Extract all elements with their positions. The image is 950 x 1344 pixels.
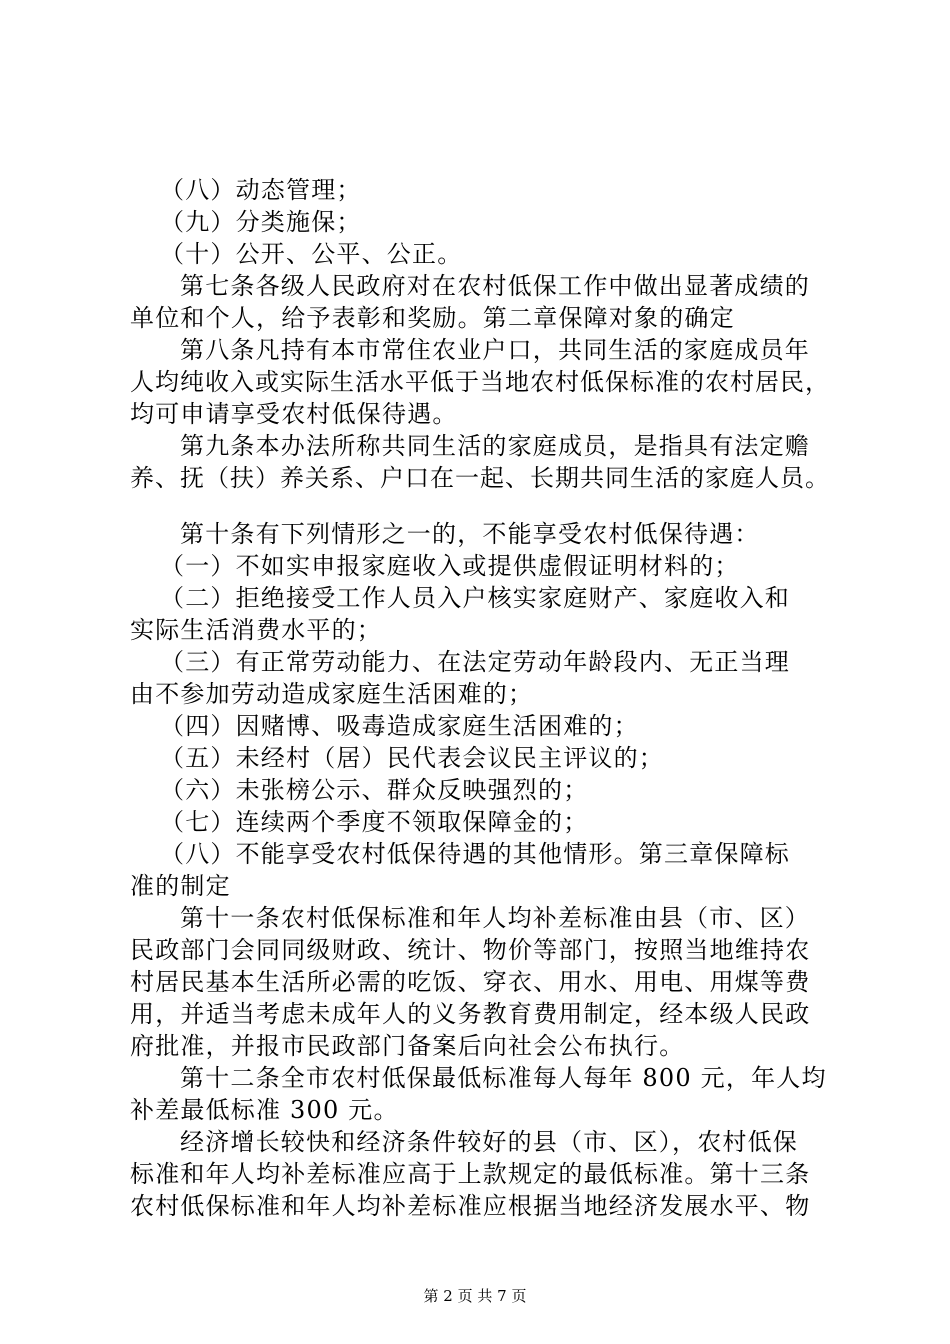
text-line: （三）有正常劳动能力、在法定劳动年龄段内、无正当理 xyxy=(160,648,790,676)
text-line: 第十二条全市农村低保最低标准每人每年 800 元，年人均 xyxy=(180,1064,827,1092)
text-line: 用，并适当考虑未成年人的义务教育费用制定，经本级人民政 xyxy=(130,1000,811,1028)
text-line xyxy=(130,494,830,518)
text-line: （二）拒绝接受工作人员入户核实家庭财产、家庭收入和 xyxy=(160,584,790,612)
text-line: 第十一条农村低保标准和年人均补差标准由县（市、区） xyxy=(180,904,810,932)
text-line: 第九条本办法所称共同生活的家庭成员，是指具有法定赡 xyxy=(180,432,810,460)
text-line: （九）分类施保； xyxy=(160,208,362,236)
text-line: （八）动态管理； xyxy=(160,176,362,204)
text-line: （六）未张榜公示、群众反映强烈的； xyxy=(160,776,589,804)
text-line: 第八条凡持有本市常住农业户口，共同生活的家庭成员年 xyxy=(180,336,810,364)
text-line: 第十条有下列情形之一的，不能享受农村低保待遇： xyxy=(180,520,760,548)
text-line: 准的制定 xyxy=(130,872,231,900)
text-line: （十）公开、公平、公正。 xyxy=(160,240,463,268)
text-line: 民政部门会同同级财政、统计、物价等部门，按照当地维持农 xyxy=(130,936,811,964)
text-line: 经济增长较快和经济条件较好的县（市、区），农村低保 xyxy=(180,1128,798,1156)
text-line: 农村低保标准和年人均补差标准应根据当地经济发展水平、物 xyxy=(130,1192,811,1220)
text-line: 补差最低标准 300 元。 xyxy=(130,1096,399,1124)
text-line: 实际生活消费水平的； xyxy=(130,616,382,644)
text-line: 村居民基本生活所必需的吃饭、穿衣、用水、用电、用煤等费 xyxy=(130,968,811,996)
text-line: 养、抚（扶）养关系、户口在一起、长期共同生活的家庭人员。 xyxy=(130,464,830,492)
text-line: 第七条各级人民政府对在农村低保工作中做出显著成绩的 xyxy=(180,272,810,300)
text-line: （七）连续两个季度不领取保障金的； xyxy=(160,808,589,836)
text-line: （五）未经村（居）民代表会议民主评议的； xyxy=(160,744,664,772)
text-line: 由不参加劳动造成家庭生活困难的； xyxy=(130,680,534,708)
document-body xyxy=(130,174,830,1222)
text-line: （一）不如实申报家庭收入或提供虚假证明材料的； xyxy=(160,552,740,580)
text-line: 府批准，并报市民政部门备案后向社会公布执行。 xyxy=(130,1032,685,1060)
text-line: 单位和个人，给予表彰和奖励。第二章保障对象的确定 xyxy=(130,304,735,332)
text-line: （八）不能享受农村低保待遇的其他情形。第三章保障标 xyxy=(160,840,790,868)
page-footer: 第 2 页 共 7 页 xyxy=(423,1287,527,1305)
text-line: （四）因赌博、吸毒造成家庭生活困难的； xyxy=(160,712,639,740)
text-line: 人均纯收入或实际生活水平低于当地农村低保标准的农村居民， xyxy=(130,368,830,396)
text-line: 标准和年人均补差标准应高于上款规定的最低标准。第十三条 xyxy=(130,1160,811,1188)
text-line: 均可申请享受农村低保待遇。 xyxy=(130,400,458,428)
